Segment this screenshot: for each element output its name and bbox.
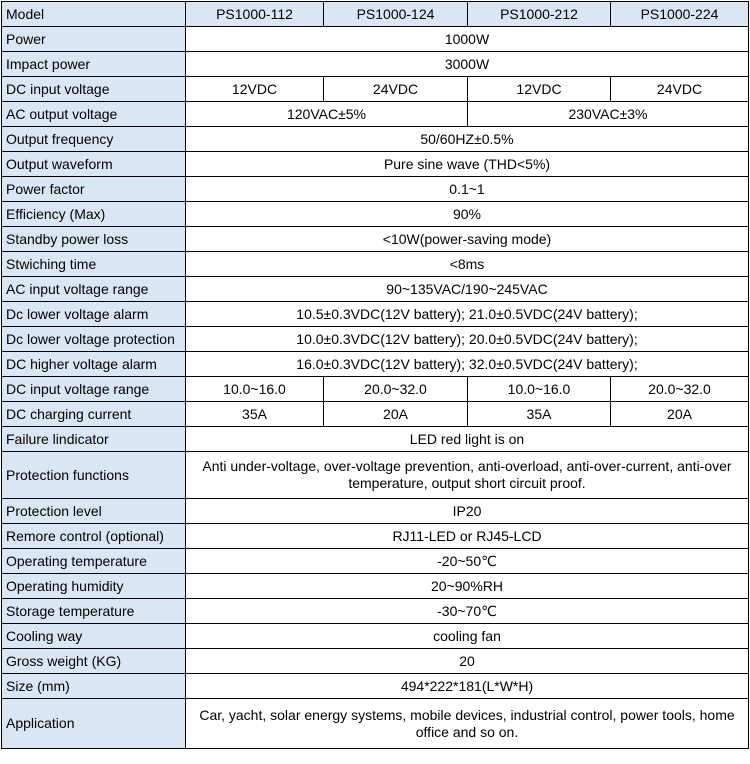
table-row — [2, 524, 749, 549]
row-value: 20 — [186, 649, 749, 674]
table-row — [2, 499, 749, 524]
table-row — [2, 574, 749, 599]
model-column-header: PS1000-112 — [186, 2, 324, 27]
row-label: Output waveform — [2, 152, 186, 177]
row-label: Standby power loss — [2, 227, 186, 252]
table-row — [2, 227, 749, 252]
row-value: 10.0±0.3VDC(12V battery); 20.0±0.5VDC(24V battery); — [186, 327, 749, 352]
row-value: -20~50℃ — [186, 549, 749, 574]
table-row — [2, 327, 749, 352]
row-value: 10.0~16.0 — [468, 377, 611, 402]
row-label: Stwiching time — [2, 252, 186, 277]
row-value: 0.1~1 — [186, 177, 749, 202]
model-column-header: PS1000-224 — [611, 2, 749, 27]
row-label: Impact power — [2, 52, 186, 77]
table-row — [2, 624, 749, 649]
row-value: 12VDC — [186, 77, 324, 102]
row-label: Dc lower voltage protection — [2, 327, 186, 352]
table-row — [2, 102, 749, 127]
row-value: -30~70℃ — [186, 599, 749, 624]
table-row — [2, 77, 749, 102]
row-label: Gross weight (KG) — [2, 649, 186, 674]
header-label: Model — [2, 2, 186, 27]
row-label: Operating humidity — [2, 574, 186, 599]
row-label: Failure lindicator — [2, 427, 186, 452]
row-value: 16.0±0.3VDC(12V battery); 32.0±0.5VDC(24V battery); — [186, 352, 749, 377]
row-value: cooling fan — [186, 624, 749, 649]
row-value: 10.5±0.3VDC(12V battery); 21.0±0.5VDC(24V battery); — [186, 302, 749, 327]
row-value: Pure sine wave (THD<5%) — [186, 152, 749, 177]
row-value: 90~135VAC/190~245VAC — [186, 277, 749, 302]
row-value: 120VAC±5% — [186, 102, 468, 127]
table-row — [2, 27, 749, 52]
row-value: IP20 — [186, 499, 749, 524]
row-value: 24VDC — [324, 77, 468, 102]
table-row — [2, 202, 749, 227]
row-value: <10W(power-saving mode) — [186, 227, 749, 252]
table-row — [2, 549, 749, 574]
row-value: 20A — [324, 402, 468, 427]
table-row — [2, 52, 749, 77]
row-value: 3000W — [186, 52, 749, 77]
model-column-header: PS1000-124 — [324, 2, 468, 27]
table-row — [2, 452, 749, 499]
row-label: Operating temperature — [2, 549, 186, 574]
table-row — [2, 302, 749, 327]
row-value: 35A — [186, 402, 324, 427]
row-label: AC input voltage range — [2, 277, 186, 302]
row-value: 12VDC — [468, 77, 611, 102]
spec-table — [1, 1, 749, 749]
table-row — [2, 649, 749, 674]
row-value: 20.0~32.0 — [611, 377, 749, 402]
row-value: 1000W — [186, 27, 749, 52]
table-row — [2, 127, 749, 152]
row-value: <8ms — [186, 252, 749, 277]
row-label: DC charging current — [2, 402, 186, 427]
header-row — [2, 2, 749, 27]
row-label: Storage temperature — [2, 599, 186, 624]
row-label: DC input voltage range — [2, 377, 186, 402]
row-label: DC higher voltage alarm — [2, 352, 186, 377]
table-row — [2, 177, 749, 202]
row-label: Output frequency — [2, 127, 186, 152]
row-value: LED red light is on — [186, 427, 749, 452]
row-value: Car, yacht, solar energy systems, mobile devices, industrial control, power tools, home office and so on. — [186, 699, 749, 749]
row-value: 230VAC±3% — [468, 102, 749, 127]
row-value: 24VDC — [611, 77, 749, 102]
row-label: Efficiency (Max) — [2, 202, 186, 227]
table-row — [2, 402, 749, 427]
row-value: 20.0~32.0 — [324, 377, 468, 402]
row-label: AC output voltage — [2, 102, 186, 127]
table-row — [2, 252, 749, 277]
row-value: 20~90%RH — [186, 574, 749, 599]
row-value: 20A — [611, 402, 749, 427]
row-value: 50/60HZ±0.5% — [186, 127, 749, 152]
row-value: 90% — [186, 202, 749, 227]
table-row — [2, 377, 749, 402]
row-value: 494*222*181(L*W*H) — [186, 674, 749, 699]
table-row — [2, 277, 749, 302]
model-column-header: PS1000-212 — [468, 2, 611, 27]
row-value: 35A — [468, 402, 611, 427]
table-row — [2, 674, 749, 699]
row-label: Application — [2, 699, 186, 749]
row-label: Remore control (optional) — [2, 524, 186, 549]
table-row — [2, 599, 749, 624]
row-value: 10.0~16.0 — [186, 377, 324, 402]
row-value: RJ11-LED or RJ45-LCD — [186, 524, 749, 549]
table-row — [2, 352, 749, 377]
row-label: Dc lower voltage alarm — [2, 302, 186, 327]
row-value: Anti under-voltage, over-voltage prevention, anti-overload, anti-over-current, anti-over temperature, output short circuit proof. — [186, 452, 749, 499]
table-row — [2, 699, 749, 749]
row-label: DC input voltage — [2, 77, 186, 102]
row-label: Power — [2, 27, 186, 52]
row-label: Size (mm) — [2, 674, 186, 699]
row-label: Cooling way — [2, 624, 186, 649]
row-label: Protection functions — [2, 452, 186, 499]
table-row — [2, 152, 749, 177]
row-label: Protection level — [2, 499, 186, 524]
row-label: Power factor — [2, 177, 186, 202]
table-row — [2, 427, 749, 452]
